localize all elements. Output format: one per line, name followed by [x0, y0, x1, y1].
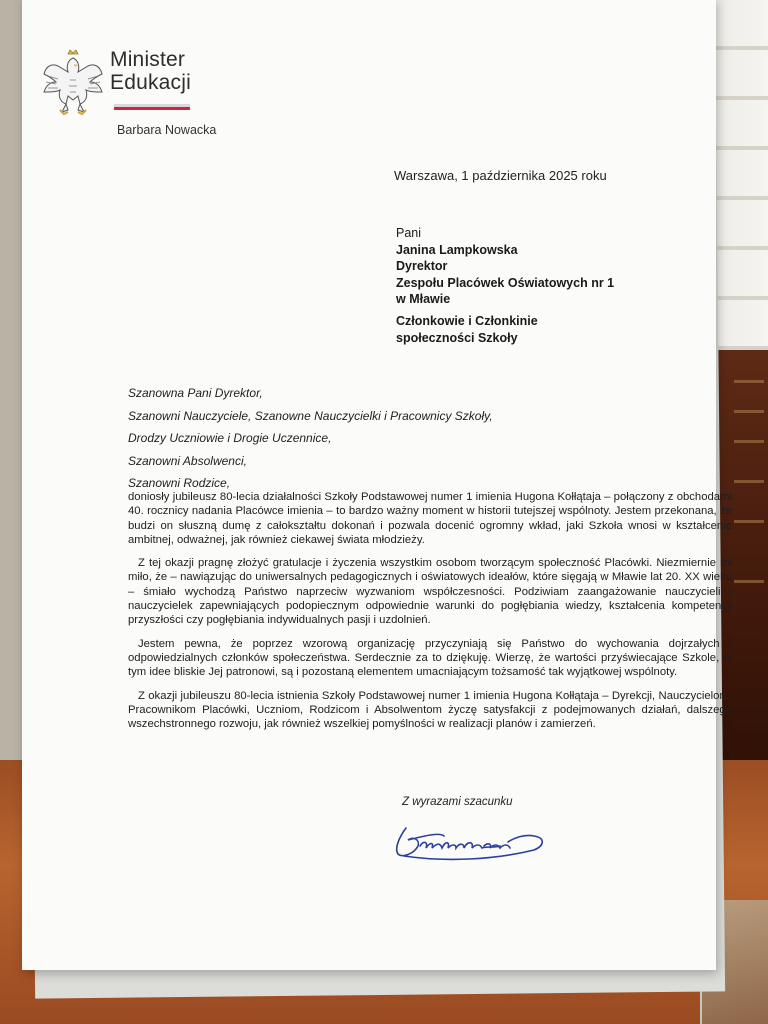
recipient-line: Pani	[396, 226, 422, 240]
recipient-group-line: Członkowie i Członkinie	[396, 314, 538, 328]
ministry-title-line1: Minister	[110, 48, 186, 71]
salutation-line: Szanowni Rodzice,	[128, 476, 231, 490]
salutations	[128, 382, 493, 495]
recipient-group	[396, 313, 538, 346]
letter-body	[128, 490, 732, 740]
letter-sheet	[22, 0, 732, 970]
recipient-group-line: społeczności Szkoły	[396, 330, 518, 345]
letter-date: Warszawa, 1 października 2025 roku	[394, 168, 607, 183]
closing-phrase: Z wyrazami szacunku	[402, 796, 513, 808]
ministry-title	[110, 48, 191, 94]
flag-bar	[114, 104, 190, 110]
recipient-line: w Mławie	[396, 292, 451, 306]
body-paragraph: Z okazji jubileuszu 80-lecia istnienia Szkoły Podstawowej numer 1 imienia Hugona Kołłątaja – Dyrekcji, Nauczycielom, Pracownikom Placówki, Uczniom, Rodzicom i Absolwentom życzę satysfakcji z podejmowanych działań, dalszego wszechstronnego rozwoju, jak również wszelkiej pomyślności w realizacji planów i zamierzeń.	[128, 689, 732, 731]
recipient-line: Janina Lampkowska	[396, 242, 518, 257]
recipient-line: Zespołu Placówek Oświatowych nr 1	[396, 275, 615, 290]
body-paragraph: Z tej okazji pragnę złożyć gratulacje i życzenia wszystkim osobom tworzącym społeczność Placówki. Niezmiernie mi miło, że – nawiązując do uniwersalnych pedagogicznych i oświatowych ideałów, które sięgają w Mławie lat 20. XX wieku – śmiało wychodzą Państwo naprzeciw wyzwaniom współczesności. Podziwiam zaangażowanie nauczycieli i nauczycielek zapewniających podopiecznym odpowiednie warunki do pogłębiania wiedzy, kształcenia kompetencji przyszłości czy pogłębiania indywidualnych pasji i uzdolnień.	[128, 557, 732, 627]
white-eagle-emblem-icon	[38, 46, 108, 120]
minister-name: Barbara Nowacka	[117, 123, 217, 137]
salutation-line: Szanowni Absolwenci,	[128, 453, 247, 468]
salutation-line: Drodzy Uczniowie i Drogie Uczennice,	[128, 431, 332, 445]
recipient-line: Dyrektor	[396, 259, 448, 273]
ministry-title-line2: Edukacji	[110, 71, 191, 94]
body-paragraph: doniosły jubileusz 80-lecia działalności Szkoły Podstawowej numer 1 imienia Hugona Kołłątaja – połączony z obchodami 40. rocznicy nadania Placówce imienia – to bardzo ważny moment w historii tutejszej wspólnoty. Jestem przekonana, że budzi on słuszną dumę z całokształtu dokonań i pozwala docenić ogromny wkład, jaki Szkoła wnosi w kształcenie ambitnej, odważnej, jak również ciekawej świata młodzieży.	[128, 491, 732, 546]
recipient-address	[396, 225, 614, 308]
salutation-line: Szanowna Pani Dyrektor,	[128, 386, 263, 400]
body-paragraph: Jestem pewna, że poprzez wzorową organizację przyczyniają się Państwo do wychowania dojrzałych i odpowiedzialnych członków społeczeństwa. Serdecznie za to dziękuję. Wierzę, że wartości przyświecające Szkole, w tym idee bliskie Jej patronowi, są i pozostaną elementem umacniającym tożsamość tak wyjątkowej wspólnoty.	[128, 637, 732, 679]
salutation-line: Szanowni Nauczyciele, Szanowne Nauczycielki i Pracownicy Szkoły,	[128, 408, 493, 423]
handwritten-signature-icon	[384, 816, 554, 866]
